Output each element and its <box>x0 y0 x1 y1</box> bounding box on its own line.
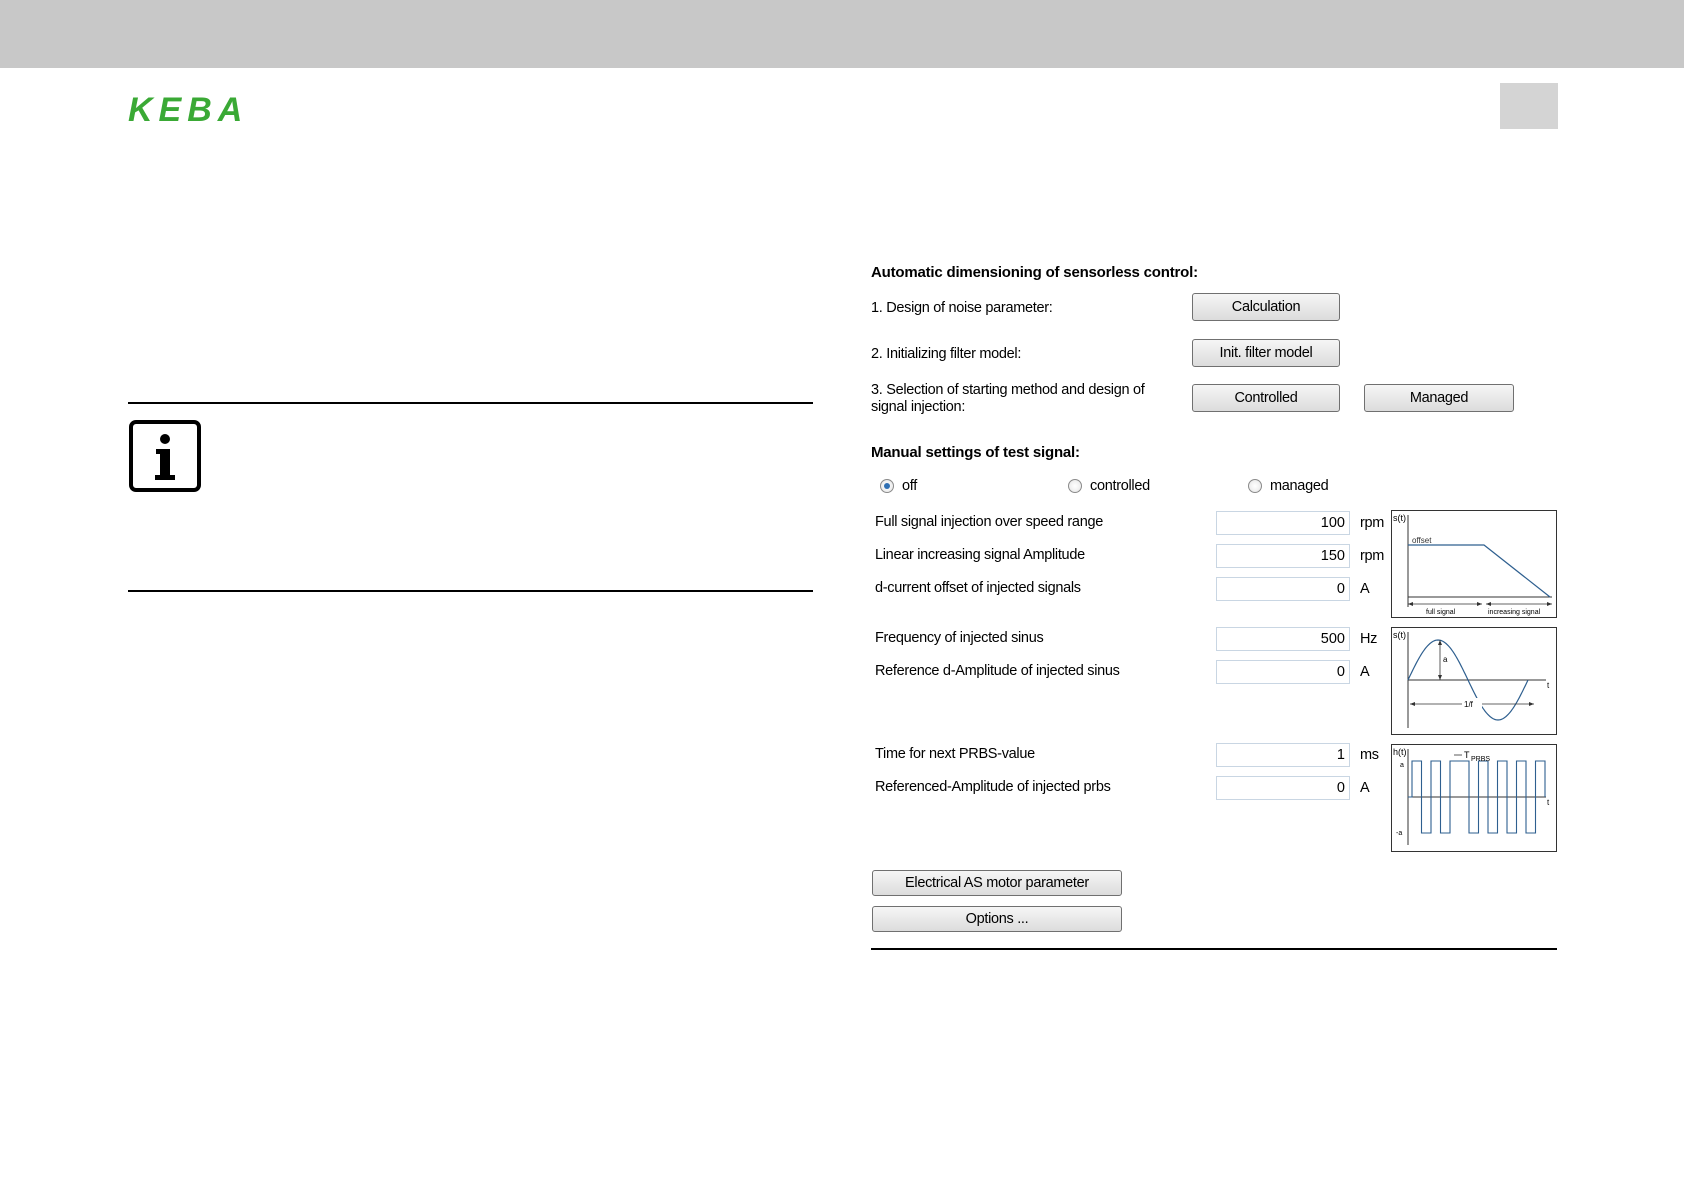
unit-sinus-amplitude: A <box>1360 664 1370 680</box>
radio-off-label: off <box>902 478 917 494</box>
param-label-prbs-amplitude: Referenced-Amplitude of injected prbs <box>875 779 1111 795</box>
radio-off-indicator[interactable] <box>880 479 894 493</box>
step2-label: 2. Initializing filter model: <box>871 346 1022 362</box>
diagram3-tprbs-sub: PRBS <box>1471 756 1491 763</box>
managed-button[interactable]: Managed <box>1364 384 1514 412</box>
unit-linear-amplitude: rpm <box>1360 548 1385 564</box>
prbs-amplitude-input[interactable] <box>1216 776 1350 800</box>
unit-prbs-amplitude: A <box>1360 780 1370 796</box>
radio-managed-indicator[interactable] <box>1248 479 1262 493</box>
info-top-rule <box>128 402 813 404</box>
full-signal-input[interactable] <box>1216 511 1350 535</box>
param-label-d-current-offset: d-current offset of injected signals <box>875 580 1081 596</box>
radio-managed-label: managed <box>1270 478 1329 494</box>
panel-bottom-rule <box>871 948 1557 950</box>
param-label-sinus-amplitude: Reference d-Amplitude of injected sinus <box>875 663 1120 679</box>
param-label-prbs-time: Time for next PRBS-value <box>875 746 1035 762</box>
electrical-motor-parameter-button[interactable]: Electrical AS motor parameter <box>872 870 1122 896</box>
info-bottom-rule <box>128 590 813 592</box>
diagram2-amp-label: a <box>1443 655 1448 664</box>
ramp-signal-diagram <box>1391 510 1557 618</box>
step1-label: 1. Design of noise parameter: <box>871 300 1053 316</box>
step3-label: 3. Selection of starting method and design of signal injection: <box>871 382 1145 415</box>
info-icon <box>129 420 201 492</box>
diagram1-offset-label: offset <box>1412 536 1432 545</box>
sensorless-settings-panel <box>868 256 1558 956</box>
init-filter-model-button[interactable]: Init. filter model <box>1192 339 1340 367</box>
diagram3-neg-label: -a <box>1396 830 1403 837</box>
unit-sinus-frequency: Hz <box>1360 631 1378 647</box>
radio-controlled-label: controlled <box>1090 478 1150 494</box>
diagram3-ylabel: h(t) <box>1393 747 1407 757</box>
unit-full-signal: rpm <box>1360 515 1385 531</box>
diagram2-period-label: 1/f <box>1464 700 1473 709</box>
prbs-time-input[interactable] <box>1216 743 1350 767</box>
sinus-frequency-input[interactable] <box>1216 627 1350 651</box>
diagram2-t-label: t <box>1547 681 1550 690</box>
radio-off[interactable] <box>880 478 917 494</box>
diagram1-ylabel: s(t) <box>1393 513 1406 523</box>
unit-prbs-time: ms <box>1360 747 1379 763</box>
d-current-offset-input[interactable] <box>1216 577 1350 601</box>
unit-d-current-offset: A <box>1360 581 1370 597</box>
diagram3-t-label: t <box>1547 798 1550 807</box>
header-bar <box>0 0 1684 68</box>
page-number-box <box>1500 83 1558 129</box>
param-label-sinus-frequency: Frequency of injected sinus <box>875 630 1044 646</box>
logo-text: KEBA <box>128 91 249 125</box>
sinus-signal-diagram <box>1391 627 1557 735</box>
radio-controlled-indicator[interactable] <box>1068 479 1082 493</box>
sinus-amplitude-input[interactable] <box>1216 660 1350 684</box>
linear-amplitude-input[interactable] <box>1216 544 1350 568</box>
options-button[interactable]: Options ... <box>872 906 1122 932</box>
param-label-full-signal: Full signal injection over speed range <box>875 514 1103 530</box>
radio-controlled[interactable] <box>1068 478 1150 494</box>
diagram3-pos-label: a <box>1400 762 1404 769</box>
diagram1-full-label: full signal <box>1426 609 1456 616</box>
controlled-button[interactable]: Controlled <box>1192 384 1340 412</box>
param-label-linear-amplitude: Linear increasing signal Amplitude <box>875 547 1085 563</box>
diagram3-tprbs-label: T <box>1464 750 1470 760</box>
prbs-signal-diagram <box>1391 744 1557 852</box>
radio-managed[interactable] <box>1248 478 1328 494</box>
auto-dimensioning-heading: Automatic dimensioning of sensorless control: <box>871 264 1198 281</box>
manual-settings-heading: Manual settings of test signal: <box>871 444 1080 461</box>
calculation-button[interactable]: Calculation <box>1192 293 1340 321</box>
keba-logo <box>128 91 268 125</box>
diagram2-ylabel: s(t) <box>1393 630 1406 640</box>
diagram1-increasing-label: increasing signal <box>1488 609 1541 616</box>
